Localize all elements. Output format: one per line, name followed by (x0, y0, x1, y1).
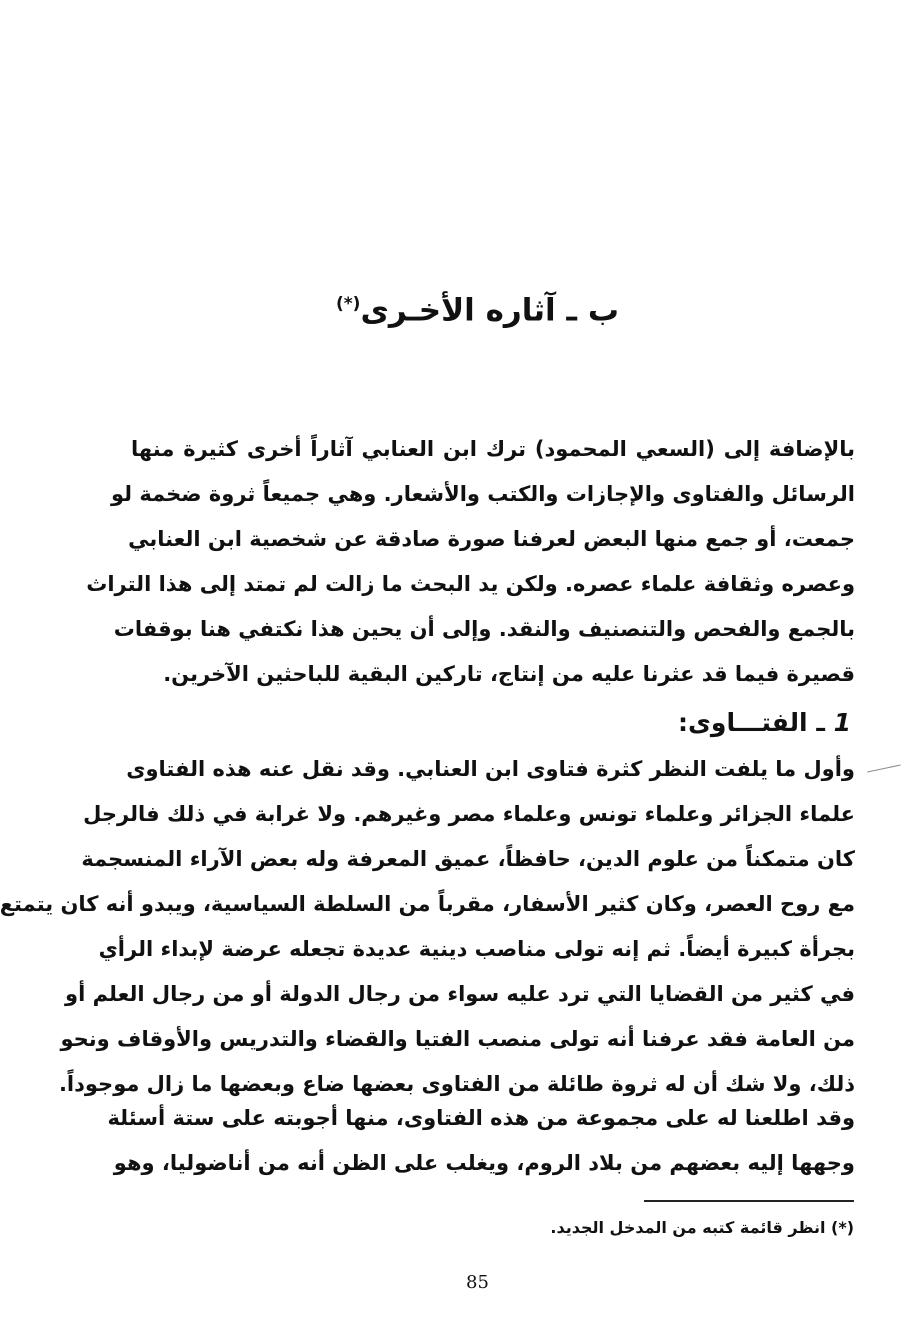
text-line: وقد اطلعنا له على مجموعة من هذه الفتاوى، منها أجوبته على ستة أسئلة (107, 1106, 855, 1130)
section-number: 1 (833, 708, 851, 737)
margin-pencil-mark (867, 764, 900, 772)
page-number: 85 (466, 1272, 489, 1293)
section-heading (678, 700, 851, 746)
text-line: قصيرة فيما قد عثرنا عليه من إنتاج، تاركين البقية للباحثين الآخرين. (163, 662, 855, 686)
section-title: ـ الفتـــاوى: (678, 708, 825, 737)
body-paragraph-1 (0, 747, 855, 1107)
footnote: (*) انظر قائمة كتبه من المدخل الجديد. (550, 1218, 854, 1237)
text-line: جمعت، أو جمع منها البعض لعرفنا صورة صادقة عن شخصية ابن العنابي (128, 527, 855, 551)
chapter-title-text: ب ـ آثاره الأخـرى (360, 292, 619, 329)
text-line: مع روح العصر، وكان كثير الأسفار، مقرباً من السلطة السياسية، ويبدو أنه كان يتمتع (0, 892, 855, 916)
text-line: الرسائل والفتاوى والإجازات والكتب والأشعار. وهي جميعاً ثروة ضخمة لو (111, 482, 855, 506)
footnote-divider (644, 1200, 854, 1202)
text-line: بجرأة كبيرة أيضاً. ثم إنه تولى مناصب دينية عديدة تجعله عرضة لإبداء الرأي (98, 937, 855, 961)
chapter-title (41, 282, 914, 332)
body-paragraph-2 (107, 1096, 855, 1186)
text-line: في كثير من القضايا التي ترد عليه سواء من رجال الدولة أو من رجال العلم أو (65, 982, 855, 1006)
text-line: وجهها إليه بعضهم من بلاد الروم، ويغلب على الظن أنه من أناضوليا، وهو (113, 1151, 855, 1175)
text-line: علماء الجزائر وعلماء تونس وعلماء مصر وغيرهم. ولا غرابة في ذلك فالرجل (83, 802, 855, 826)
text-line: من العامة فقد عرفنا أنه تولى منصب الفتيا والقضاء والتدريس والأوقاف ونحو (60, 1027, 855, 1051)
text-line: وأول ما يلفت النظر كثرة فتاوى ابن العنابي. وقد نقل عنه هذه الفتاوى (126, 757, 855, 781)
text-line: كان متمكناً من علوم الدين، حافظاً، عميق المعرفة وله بعض الآراء المنسجمة (81, 847, 855, 871)
text-line: وعصره وثقافة علماء عصره. ولكن يد البحث ما زالت لم تمتد إلى هذا التراث (86, 572, 855, 596)
intro-paragraph (86, 427, 855, 697)
text-line: بالجمع والفحص والتنصنيف والنقد. وإلى أن يحين هذا نكتفي هنا بوقفات (113, 617, 855, 641)
text-line: بالإضافة إلى (السعي المحمود) ترك ابن العنابي آثاراً أخرى كثيرة منها (131, 437, 855, 461)
footnote-marker: (*) (336, 294, 361, 314)
text-line: ذلك، ولا شك أن له ثروة طائلة من الفتاوى بعضها ضاع وبعضها ما زال موجوداً. (58, 1072, 855, 1096)
